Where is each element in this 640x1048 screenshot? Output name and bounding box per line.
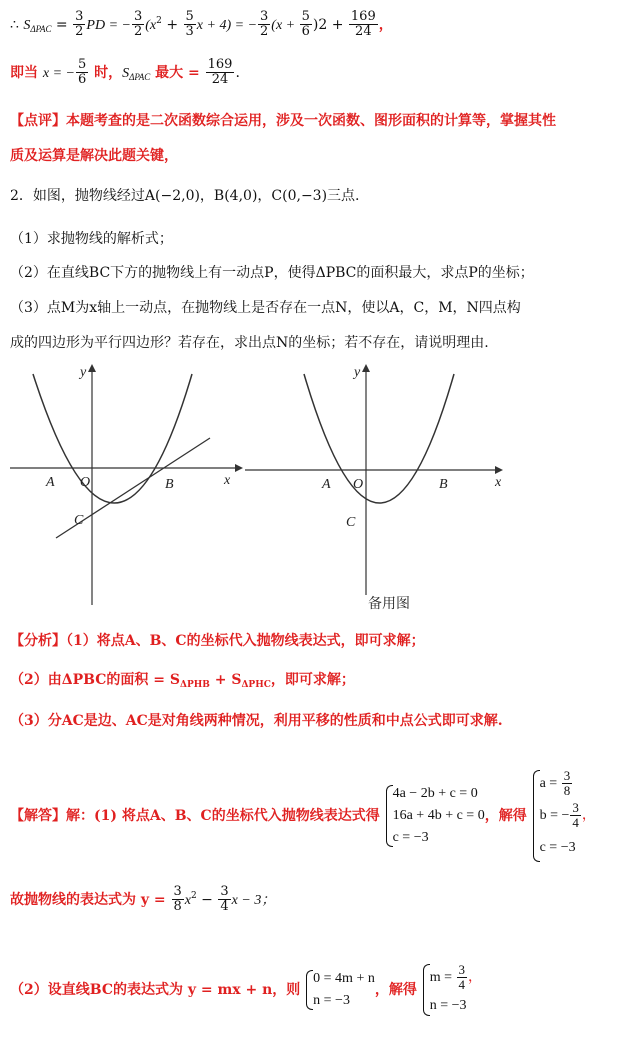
fraction: $\frac{3}{2}$ <box>133 9 143 40</box>
solution-part-1 <box>10 768 596 864</box>
exponent: 2 <box>156 15 162 26</box>
comment-line-1: 【点评】本题考查的是二次函数综合运用，涉及一次函数、图形面积的计算等，掌握其性 <box>10 113 556 129</box>
point-a-label: A <box>322 477 331 492</box>
point-c-label: C <box>74 513 84 528</box>
fraction: $\frac{5}{6}$ <box>301 9 310 40</box>
solution-part-2 <box>10 962 482 1018</box>
equals: = <box>51 16 73 33</box>
analysis-line-2 <box>10 669 355 690</box>
origin-label: O <box>80 475 91 490</box>
text: （2）设直线BC的表达式为 y = mx + n，则 <box>10 982 301 998</box>
point-c-label: C <box>346 515 356 530</box>
area-symbol: S <box>122 65 130 81</box>
fraction: $\frac{3}{2}$ <box>260 9 269 40</box>
fraction: $\frac{3}{2}$ <box>75 9 84 40</box>
x-axis-label: x <box>495 475 502 490</box>
fraction: $\frac{5}{3}$ <box>185 9 194 40</box>
question-3-line-2: 成的四边形为平行四边形？若存在，求出点N的坐标；若不存在，请说明理由. <box>10 335 489 351</box>
fraction: $\frac{169}{24}$ <box>350 9 376 40</box>
text: 最大 = <box>150 64 205 81</box>
equation: n = −3 <box>313 993 350 1008</box>
solution-system: a = $\frac{3}{8}$ b = − $\frac{3}{4}$ ， c = −3 <box>532 768 596 864</box>
expr-text: + <box>161 16 183 33</box>
parabola-expression <box>10 885 275 915</box>
equation: c = −3 <box>392 830 429 845</box>
x-value: x = − <box>42 65 75 81</box>
backup-figure <box>240 360 510 620</box>
text: ，解得 <box>484 808 527 824</box>
equation-system <box>305 968 375 1012</box>
expr-text: (x + <box>271 17 299 33</box>
analysis-line-1: 【分析】（1）将点A、B、C的坐标代入抛物线表达式，即可求解； <box>10 633 425 649</box>
text: 时， <box>89 64 123 81</box>
question-2: （2）在直线BC下方的抛物线上有一动点P，使得ΔPBC的面积最大，求点P的坐标； <box>10 265 534 281</box>
subscript: ΔPHB <box>179 680 210 690</box>
point-a-label: A <box>46 475 55 490</box>
text: ，即可求解； <box>270 672 355 688</box>
text: ，解得 <box>374 982 417 998</box>
fraction: $\frac{3}{4}$ <box>220 884 229 915</box>
y-axis-label: y <box>80 365 87 380</box>
equation: 4a − 2b + c = 0 <box>392 786 478 801</box>
expr-text: (x <box>145 17 157 33</box>
point-b-label: B <box>439 477 448 492</box>
fraction: $\frac{3}{8}$ <box>173 884 182 915</box>
x-axis-label: x <box>224 473 231 488</box>
max-area-line <box>10 58 240 88</box>
origin-label: O <box>353 477 364 492</box>
expr-text: )2 + <box>312 16 348 33</box>
area-formula-line <box>10 10 393 40</box>
therefore-symbol: ∴ <box>10 16 24 33</box>
equation: 0 = 4m + n <box>313 971 375 986</box>
text: + S <box>209 672 242 688</box>
fraction: $\frac{5}{6}$ <box>77 57 87 88</box>
subscript: ΔPHC <box>241 680 271 690</box>
y-axis-label: y <box>354 365 361 380</box>
text: （2）由ΔPBC的面积 = S <box>10 672 180 688</box>
backup-figure-caption: 备用图 <box>368 596 410 612</box>
text: 故抛物线的表达式为 y = <box>10 891 171 908</box>
text: 即当 <box>10 64 43 81</box>
area-symbol: S <box>23 17 31 33</box>
expr-text: x + 4) = − <box>196 17 258 33</box>
fraction: $\frac{169}{24}$ <box>207 57 233 88</box>
equation-system <box>385 783 485 849</box>
text: x <box>184 892 191 908</box>
comment-line-2: 质及运算是解决此题关键， <box>10 148 178 164</box>
period: . <box>235 64 240 81</box>
exponent: 2 <box>191 890 197 901</box>
question-3-line-1: （3）点M为x轴上一动点，在抛物线上是否存在一点N，使以A，C，M，N四点构 <box>10 300 521 316</box>
text: 【解答】解：(1) 将点A、B、C的坐标代入抛物线表达式得 <box>10 808 380 824</box>
figure-with-line <box>0 360 250 610</box>
area-subscript: ΔPAC <box>30 23 52 34</box>
text: − <box>196 891 218 908</box>
equation: 16a + 4b + c = 0 <box>392 808 485 823</box>
punct: ， <box>378 16 393 33</box>
text: x − 3； <box>231 892 276 908</box>
analysis-line-3: （3）分AC是边、AC是对角线两种情况，利用平移的性质和中点公式即可求解. <box>10 713 503 729</box>
solution-system: m = $\frac{3}{4}$ ， n = −3 <box>422 962 482 1018</box>
area-subscript: ΔPAC <box>129 71 151 82</box>
problem-intro: 2．如图，抛物线经过A(−2,0)，B(4,0)，C(0,−3)三点. <box>10 188 360 204</box>
question-1: （1）求抛物线的解析式； <box>10 231 173 247</box>
expr-text: PD = − <box>86 17 131 33</box>
point-b-label: B <box>165 477 174 492</box>
